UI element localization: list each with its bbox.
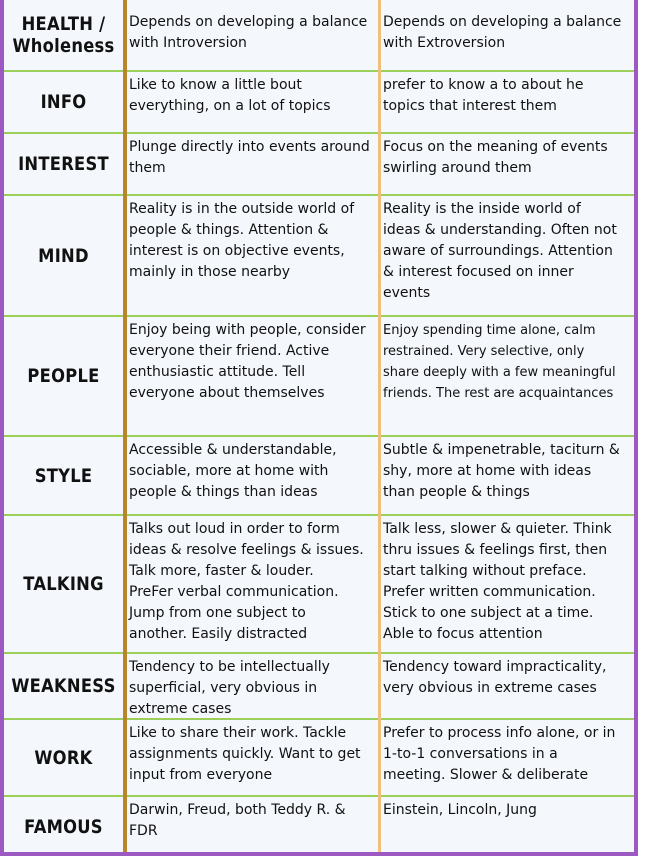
table-row bbox=[4, 196, 634, 317]
column-divider bbox=[378, 0, 381, 852]
row-label: HEALTH / Wholeness bbox=[12, 13, 115, 57]
table-row bbox=[4, 0, 634, 72]
extrovert-cell: Tendency to be intellectually superficial, very obvious in extreme cases bbox=[129, 659, 330, 717]
introvert-cell: Reality is the inside world of ideas & understanding. Often not aware of surroundings. Attention & interest focused on inner events bbox=[383, 201, 617, 301]
table-row bbox=[4, 134, 634, 196]
introvert-cell: Enjoy spending time alone, calm restrained. Very selective, only share deeply with a few meaningful friends. The rest are acquaintances bbox=[383, 323, 616, 401]
table-row bbox=[4, 797, 634, 856]
table-row bbox=[4, 437, 634, 516]
row-label: TALKING bbox=[23, 573, 104, 595]
row-label: MIND bbox=[38, 244, 89, 267]
introvert-cell: Subtle & impenetrable, taciturn & shy, more at home with ideas than people & things bbox=[383, 442, 620, 500]
introvert-cell: Talk less, slower & quieter. Think thru issues & feelings first, then start talking without preface. Prefer written communication. Stick to one subject at a time. Able to focus attention bbox=[383, 521, 612, 642]
introvert-cell: Tendency toward impracticality, very obvious in extreme cases bbox=[383, 659, 607, 696]
row-label: STYLE bbox=[34, 464, 93, 487]
extrovert-cell: Talks out loud in order to form ideas & resolve feelings & issues. Talk more, faster & louder. PreFer verbal communication. Jump from one subject to another. Easily distracted bbox=[129, 521, 364, 642]
row-label: WEAKNESS bbox=[11, 675, 116, 697]
row-label: WORK bbox=[34, 746, 93, 769]
extrovert-cell: Reality is in the outside world of people & things. Attention & interest is on objective events, mainly in those nearby bbox=[129, 201, 355, 280]
table-row bbox=[4, 720, 634, 797]
table-row bbox=[4, 654, 634, 720]
extrovert-cell: Like to know a little bout everything, on a lot of topics bbox=[129, 77, 331, 114]
extrovert-cell: Depends on developing a balance with Introversion bbox=[129, 14, 368, 51]
extrovert-cell: Darwin, Freud, both Teddy R. & FDR bbox=[129, 802, 346, 839]
introvert-cell: Focus on the meaning of events swirling around them bbox=[383, 139, 608, 176]
table-row bbox=[4, 72, 634, 134]
table-row bbox=[4, 516, 634, 654]
extrovert-cell: Accessible & understandable, sociable, more at home with people & things than ideas bbox=[129, 442, 337, 500]
introvert-cell: Depends on developing a balance with Extroversion bbox=[383, 14, 622, 51]
extrovert-cell: Enjoy being with people, consider everyone their friend. Active enthusiastic attitude. Tell everyone about themselves bbox=[129, 322, 366, 401]
row-label: PEOPLE bbox=[27, 365, 100, 387]
introvert-cell: prefer to know a to about he topics that interest them bbox=[383, 77, 584, 114]
row-label: FAMOUS bbox=[24, 815, 103, 838]
row-label: INFO bbox=[40, 91, 87, 113]
introvert-cell: Einstein, Lincoln, Jung bbox=[383, 802, 537, 818]
extrovert-cell: Like to share their work. Tackle assignments quickly. Want to get input from everyone bbox=[129, 725, 361, 783]
table-row bbox=[4, 317, 634, 437]
column-divider bbox=[123, 0, 127, 852]
row-label: INTEREST bbox=[18, 153, 109, 175]
introvert-cell: Prefer to process info alone, or in 1-to-1 conversations in a meeting. Slower & deliberate bbox=[383, 725, 616, 783]
extrovert-cell: Plunge directly into events around them bbox=[129, 139, 370, 176]
